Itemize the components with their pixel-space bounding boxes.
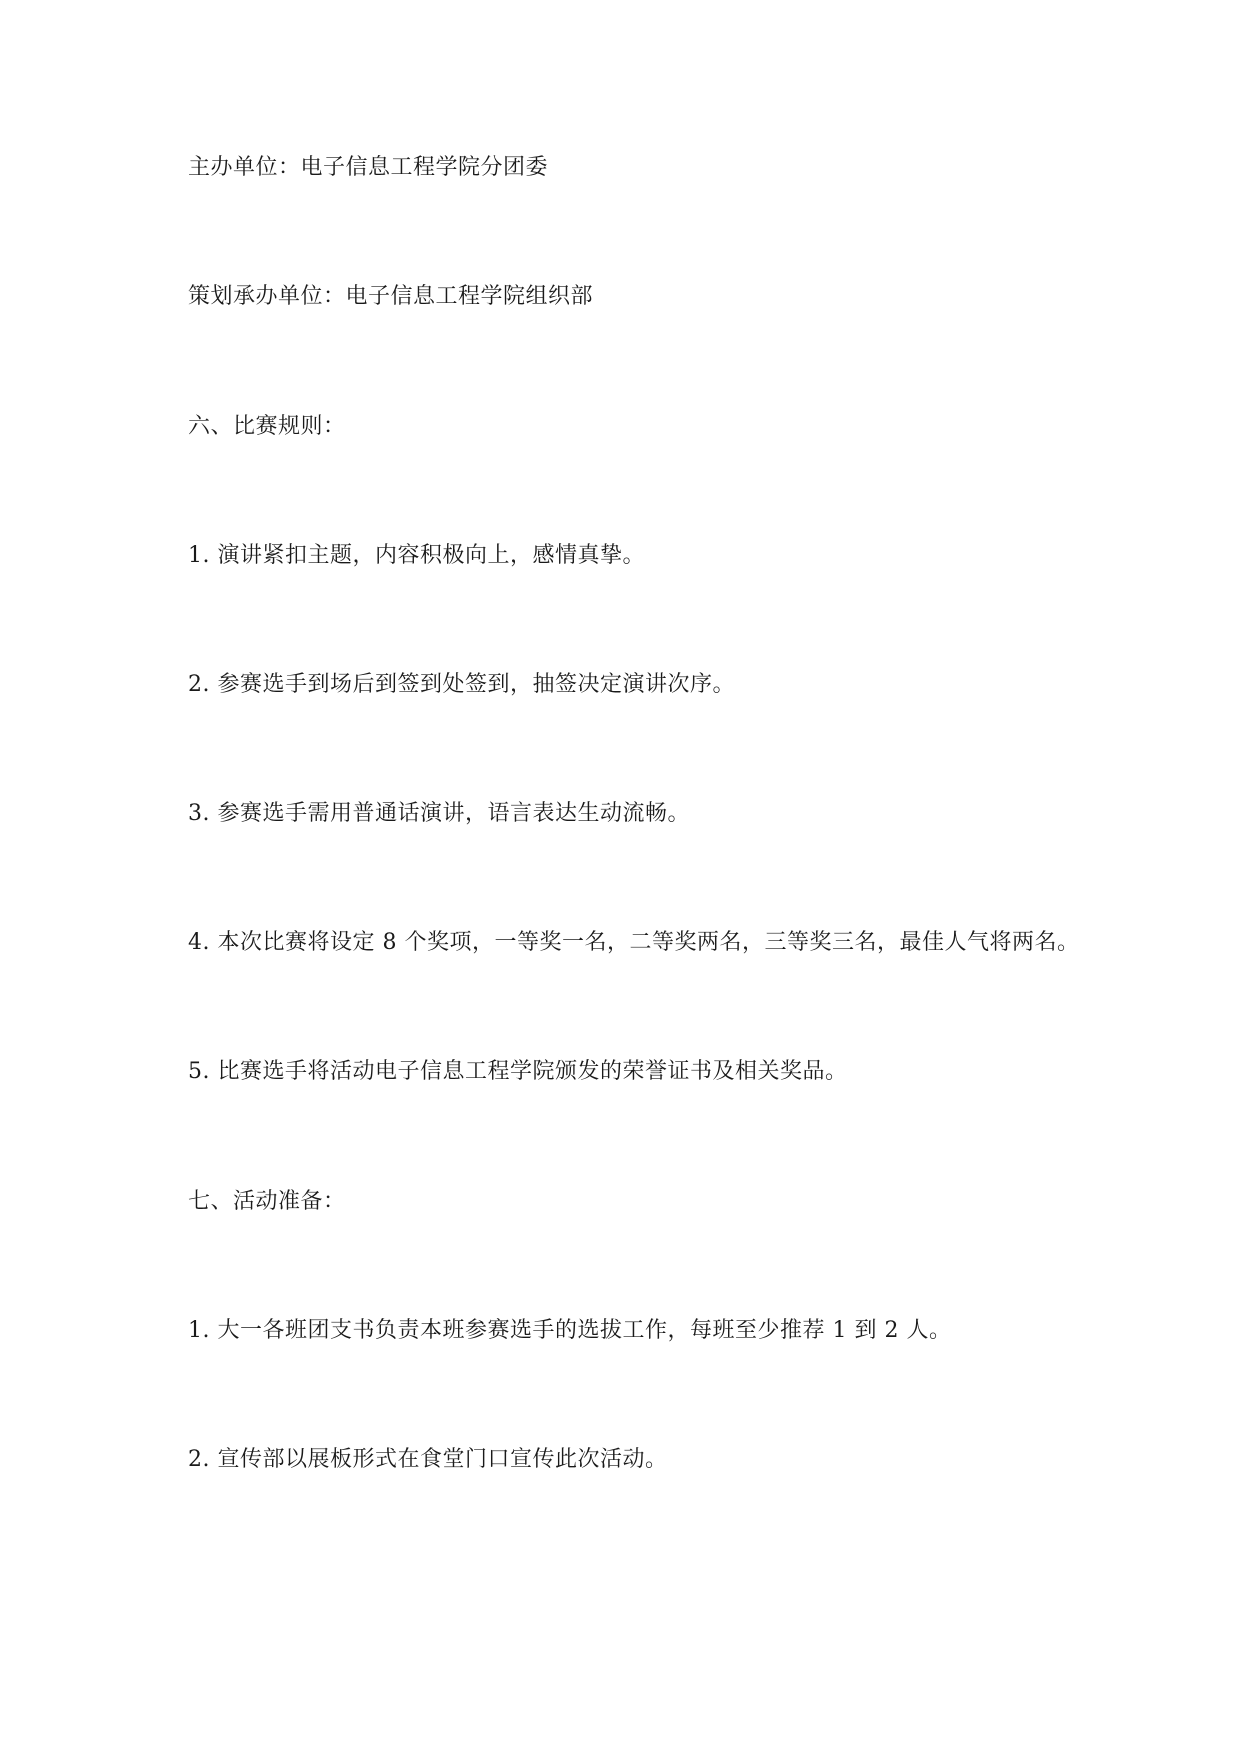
- rule-item-4: 4. 本次比赛将设定 8 个奖项，一等奖一名，二等奖两名，三等奖三名，最佳人气将两名。: [188, 930, 1080, 955]
- rule-item-3: 3. 参赛选手需用普通话演讲，语言表达生动流畅。: [188, 801, 690, 826]
- organizer-line: 主办单位：电子信息工程学院分团委: [188, 155, 549, 180]
- rule-item-1: 1. 演讲紧扣主题，内容积极向上，感情真挚。: [188, 543, 645, 568]
- planner-line: 策划承办单位：电子信息工程学院组织部: [188, 284, 594, 309]
- section-heading-preparation: 七、活动准备：: [188, 1189, 346, 1214]
- rule-item-5: 5. 比赛选手将活动电子信息工程学院颁发的荣誉证书及相关奖品。: [188, 1059, 848, 1084]
- prep-item-1: 1. 大一各班团支书负责本班参赛选手的选拔工作，每班至少推荐 1 到 2 人。: [188, 1318, 952, 1343]
- rule-item-2: 2. 参赛选手到场后到签到处签到，抽签决定演讲次序。: [188, 672, 735, 697]
- prep-item-2: 2. 宣传部以展板形式在食堂门口宣传此次活动。: [188, 1447, 668, 1472]
- section-heading-rules: 六、比赛规则：: [188, 414, 346, 439]
